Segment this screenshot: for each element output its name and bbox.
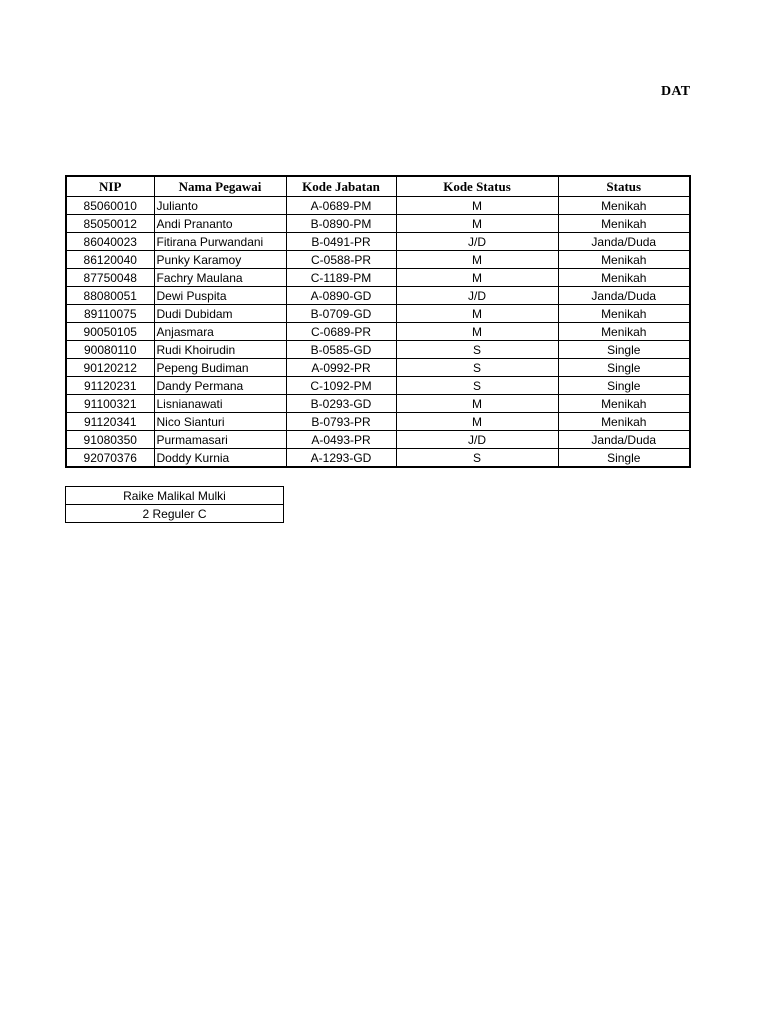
page-heading: DAT — [661, 84, 691, 99]
cell-kode-status: M — [396, 251, 558, 269]
table-row — [66, 233, 690, 251]
cell-kode-status: M — [396, 323, 558, 341]
cell-status: Single — [558, 449, 690, 468]
table-row — [66, 287, 690, 305]
cell-nip: 91120231 — [66, 377, 154, 395]
table-row — [66, 305, 690, 323]
cell-nip: 86040023 — [66, 233, 154, 251]
cell-status: Menikah — [558, 269, 690, 287]
cell-nip: 90080110 — [66, 341, 154, 359]
header-kode-status: Kode Status — [396, 176, 558, 197]
cell-status: Menikah — [558, 251, 690, 269]
table-row — [66, 341, 690, 359]
cell-kode-status: M — [396, 395, 558, 413]
cell-kode-status: M — [396, 215, 558, 233]
cell-status: Janda/Duda — [558, 431, 690, 449]
cell-nip: 87750048 — [66, 269, 154, 287]
table-header-row — [66, 176, 690, 197]
cell-nama-pegawai: Julianto — [154, 197, 286, 215]
cell-kode-jabatan: C-1092-PM — [286, 377, 396, 395]
header-kode-jabatan: Kode Jabatan — [286, 176, 396, 197]
cell-nip: 90120212 — [66, 359, 154, 377]
cell-kode-jabatan: B-0585-GD — [286, 341, 396, 359]
cell-nama-pegawai: Fitirana Purwandani — [154, 233, 286, 251]
cell-nama-pegawai: Pepeng Budiman — [154, 359, 286, 377]
header-nama-pegawai: Nama Pegawai — [154, 176, 286, 197]
cell-nama-pegawai: Rudi Khoirudin — [154, 341, 286, 359]
cell-kode-jabatan: A-0992-PR — [286, 359, 396, 377]
cell-nip: 88080051 — [66, 287, 154, 305]
cell-kode-status: M — [396, 305, 558, 323]
cell-nip: 91100321 — [66, 395, 154, 413]
table-row — [66, 359, 690, 377]
cell-status: Menikah — [558, 215, 690, 233]
cell-nip: 89110075 — [66, 305, 154, 323]
cell-status: Single — [558, 377, 690, 395]
cell-kode-status: S — [396, 449, 558, 468]
cell-kode-status: S — [396, 359, 558, 377]
cell-nama-pegawai: Doddy Kurnia — [154, 449, 286, 468]
cell-nama-pegawai: Purmamasari — [154, 431, 286, 449]
student-class: 2 Reguler C — [66, 505, 284, 523]
header-nip: NIP — [66, 176, 154, 197]
cell-kode-jabatan: B-0293-GD — [286, 395, 396, 413]
cell-status: Menikah — [558, 197, 690, 215]
cell-nama-pegawai: Dandy Permana — [154, 377, 286, 395]
cell-nama-pegawai: Nico Sianturi — [154, 413, 286, 431]
cell-kode-jabatan: B-0491-PR — [286, 233, 396, 251]
cell-kode-jabatan: C-1189-PM — [286, 269, 396, 287]
cell-kode-jabatan: C-0588-PR — [286, 251, 396, 269]
cell-kode-status: M — [396, 413, 558, 431]
cell-nama-pegawai: Dudi Dubidam — [154, 305, 286, 323]
cell-kode-jabatan: A-0890-GD — [286, 287, 396, 305]
cell-nip: 85060010 — [66, 197, 154, 215]
table-row — [66, 413, 690, 431]
cell-nip: 92070376 — [66, 449, 154, 468]
cell-status: Janda/Duda — [558, 233, 690, 251]
cell-status: Single — [558, 341, 690, 359]
cell-kode-status: M — [396, 269, 558, 287]
cell-nip: 90050105 — [66, 323, 154, 341]
cell-status: Menikah — [558, 413, 690, 431]
cell-kode-jabatan: A-0493-PR — [286, 431, 396, 449]
cell-kode-jabatan: B-0793-PR — [286, 413, 396, 431]
cell-nama-pegawai: Anjasmara — [154, 323, 286, 341]
table-row — [66, 431, 690, 449]
cell-kode-jabatan: A-1293-GD — [286, 449, 396, 468]
cell-kode-jabatan: B-0709-GD — [286, 305, 396, 323]
student-name: Raike Malikal Mulki — [66, 487, 284, 505]
cell-kode-status: J/D — [396, 431, 558, 449]
cell-nip: 86120040 — [66, 251, 154, 269]
info-box — [65, 486, 284, 523]
cell-nama-pegawai: Lisnianawati — [154, 395, 286, 413]
cell-status: Menikah — [558, 305, 690, 323]
cell-status: Menikah — [558, 323, 690, 341]
cell-kode-status: S — [396, 341, 558, 359]
cell-nip: 91080350 — [66, 431, 154, 449]
cell-kode-jabatan: B-0890-PM — [286, 215, 396, 233]
employee-table — [65, 175, 691, 468]
cell-kode-status: M — [396, 197, 558, 215]
cell-kode-jabatan: C-0689-PR — [286, 323, 396, 341]
cell-status: Menikah — [558, 395, 690, 413]
table-row — [66, 449, 690, 468]
table-row — [66, 251, 690, 269]
table-row — [66, 377, 690, 395]
cell-kode-status: J/D — [396, 233, 558, 251]
cell-kode-jabatan: A-0689-PM — [286, 197, 396, 215]
table-body — [66, 197, 690, 468]
cell-nama-pegawai: Andi Prananto — [154, 215, 286, 233]
header-status: Status — [558, 176, 690, 197]
table-row — [66, 215, 690, 233]
table-row — [66, 395, 690, 413]
cell-nip: 91120341 — [66, 413, 154, 431]
cell-nama-pegawai: Fachry Maulana — [154, 269, 286, 287]
cell-kode-status: S — [396, 377, 558, 395]
cell-nama-pegawai: Dewi Puspita — [154, 287, 286, 305]
cell-nama-pegawai: Punky Karamoy — [154, 251, 286, 269]
cell-kode-status: J/D — [396, 287, 558, 305]
table-row — [66, 269, 690, 287]
cell-status: Janda/Duda — [558, 287, 690, 305]
table-row — [66, 197, 690, 215]
cell-status: Single — [558, 359, 690, 377]
cell-nip: 85050012 — [66, 215, 154, 233]
table-row — [66, 323, 690, 341]
